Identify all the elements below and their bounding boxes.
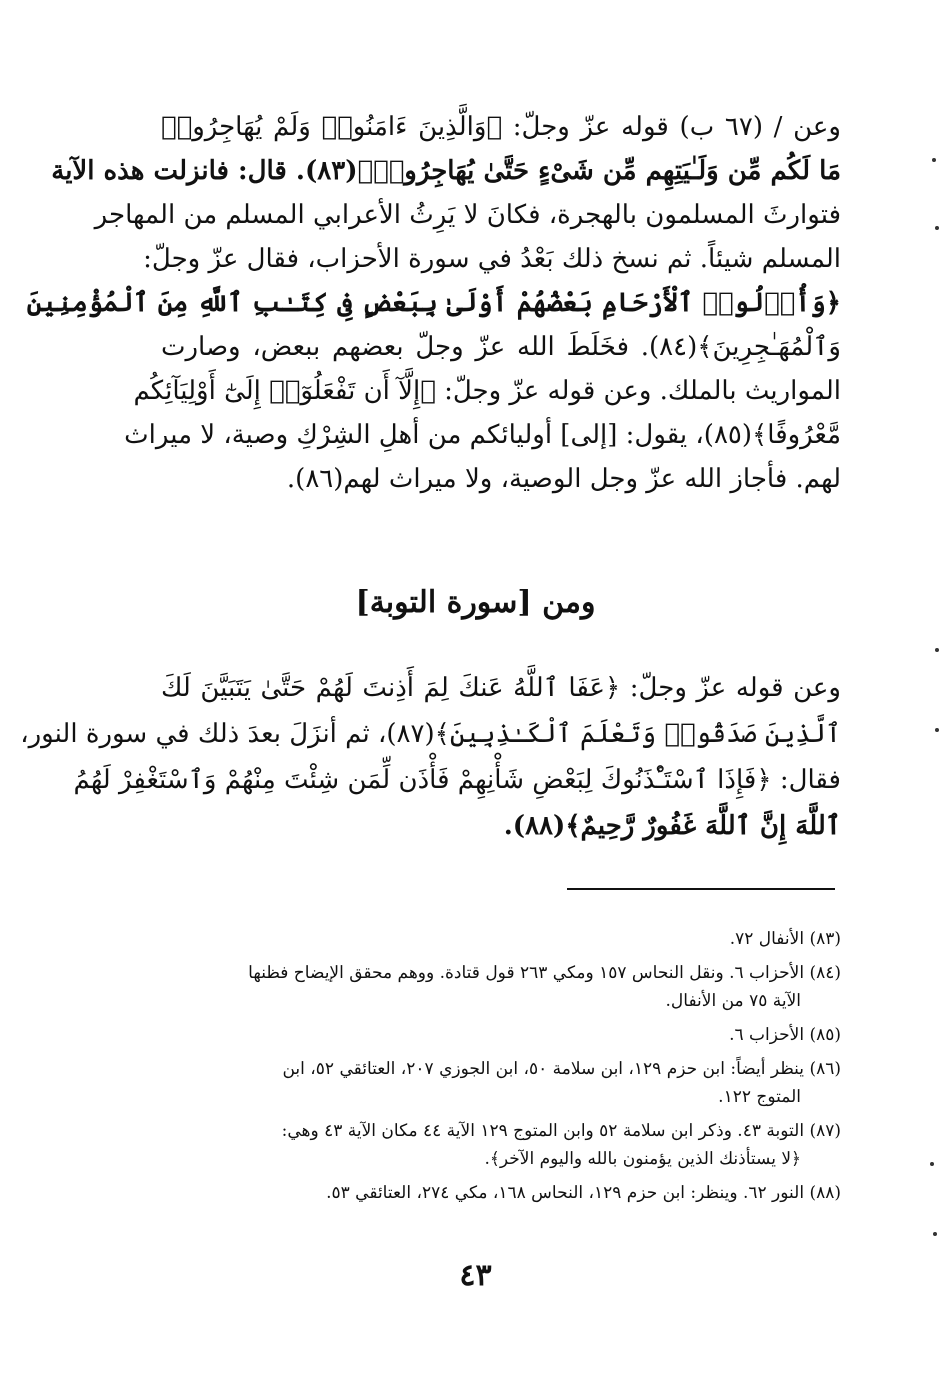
paragraph-tawbah xyxy=(20,665,841,849)
footnote-88 xyxy=(161,1179,841,1207)
text-line: ﴿وَأُو۟لُوا۟ ٱلْأَرْحَامِ بَعْضُهُمْ أَوْلَىٰ بِبَعْضٍ فِى كِتَـٰبِ ٱللَّهِ مِنَ ٱلْمُؤْمِنِينَ xyxy=(26,288,841,318)
text-line: وعن قوله عزّ وجلّ: ﴿عَفَا ٱللَّهُ عَنكَ لِمَ أَذِنتَ لَهُمْ حَتَّىٰ يَتَبَيَّنَ لَكَ xyxy=(161,673,841,703)
text-line: وَٱلْمُهَـٰجِرِينَ﴾(٨٤). فخَلَطَ الله عزّ وجلّ بعضهم ببعض، وصارت xyxy=(161,332,841,362)
text-line: ٱلَّذِينَ صَدَقُوا۟ وَتَعْلَمَ ٱلْكَـٰذِبِينَ﴾(٨٧)، ثم أنزَلَ بعدَ ذلك في سورة النور، xyxy=(20,719,841,749)
section-heading: ومن [سورة التوبة] xyxy=(355,585,596,620)
page-number: ٤٣ xyxy=(459,1258,492,1293)
margin-mark xyxy=(935,226,939,230)
footnote-text: (٨٥) الأحزاب ٦. xyxy=(729,1025,841,1045)
text-line: مَّعْرُوفًا﴾(٨٥)، يقول: [إلى] أوليائكم من أهلِ الشِرْكِ وصية، لا ميراث xyxy=(124,420,841,450)
footnote-separator xyxy=(567,888,835,890)
footnote-text: (٨٣) الأنفال ٧٢. xyxy=(729,929,841,949)
footnotes xyxy=(161,925,841,1213)
margin-mark xyxy=(933,1232,937,1236)
margin-mark xyxy=(935,648,939,652)
text-line: مَا لَكُم مِّن وَلَـٰيَتِهِم مِّن شَىْءٍ حَتَّىٰ يُهَاجِرُوا۟﴾(٨٣). قال: فانزلت هذه الآية xyxy=(51,156,841,186)
text-line: المواريث بالملك. وعن قوله عزّ وجلّ: ﴿إِلَّآ أَن تَفْعَلُوٓا۟ إِلَىٰٓ أَوْلِيَآئِكُم xyxy=(133,376,841,406)
footnote-continuation: الآية ٧٥ من الأنفال. xyxy=(665,991,801,1011)
footnote-text: (٨٨) النور ٦٢. وينظر: ابن حزم ١٢٩، النحاس ١٦٨، مكي ٢٧٤، العتائقي ٥٣. xyxy=(326,1183,841,1203)
text-line: لهم. فأجاز الله عزّ وجل الوصية، ولا ميراث لهم(٨٦). xyxy=(286,464,841,494)
footnote-continuation: المتوج ١٢٢. xyxy=(718,1087,801,1107)
margin-mark xyxy=(930,1162,934,1166)
footnote-continuation: ﴿لا يستأذنك الذين يؤمنون بالله واليوم الآخر﴾. xyxy=(484,1149,801,1169)
footnote-86 xyxy=(161,1055,841,1111)
footnote-83 xyxy=(161,925,841,953)
footnote-text: (٨٧) التوبة ٤٣. وذكر ابن سلامة ٥٢ وابن المتوج ١٢٩ الآية ٤٤ مكان الآية ٤٣ وهي: xyxy=(281,1121,841,1141)
footnote-84 xyxy=(161,959,841,1015)
text-line: المسلم شيئاً. ثم نسخ ذلك بَعْدُ في سورة الأحزاب، فقال عزّ وجلّ: xyxy=(143,244,841,274)
text-line: ٱللَّهَ إِنَّ ٱللَّهَ غَفُورٌ رَّحِيمٌ﴾(٨٨). xyxy=(503,811,841,841)
margin-mark xyxy=(935,728,939,732)
paragraph-anfal xyxy=(26,105,841,501)
footnote-87 xyxy=(161,1117,841,1173)
text-line: وعن / (٦٧ ب) قوله عزّ وجلّ: ﴿وَالَّذِينَ ءَامَنُوا۟ وَلَمْ يُهَاجِرُوا۟ xyxy=(161,112,841,142)
footnote-text: (٨٤) الأحزاب ٦. ونقل النحاس ١٥٧ ومكي ٢٦٣ قول قتادة. ووهم محقق الإيضاح فظنها xyxy=(248,963,841,983)
text-line: فتوارثَ المسلمون بالهجرة، فكانَ لا يَرِثُ الأعرابي المسلم من المهاجر xyxy=(94,200,841,230)
footnote-85 xyxy=(161,1021,841,1049)
text-line: فقال: ﴿فَإِذَا ٱسْتَـْٔذَنُوكَ لِبَعْضِ شَأْنِهِمْ فَأْذَن لِّمَن شِئْتَ مِنْهُمْ وَٱسْتَغْفِرْ لَهُمُ xyxy=(73,765,841,795)
footnote-text: (٨٦) ينظر أيضاً: ابن حزم ١٢٩، ابن سلامة ٥٠، ابن الجوزي ٢٠٧، العتائقي ٥٢، ابن xyxy=(282,1059,841,1079)
margin-mark xyxy=(932,158,936,162)
